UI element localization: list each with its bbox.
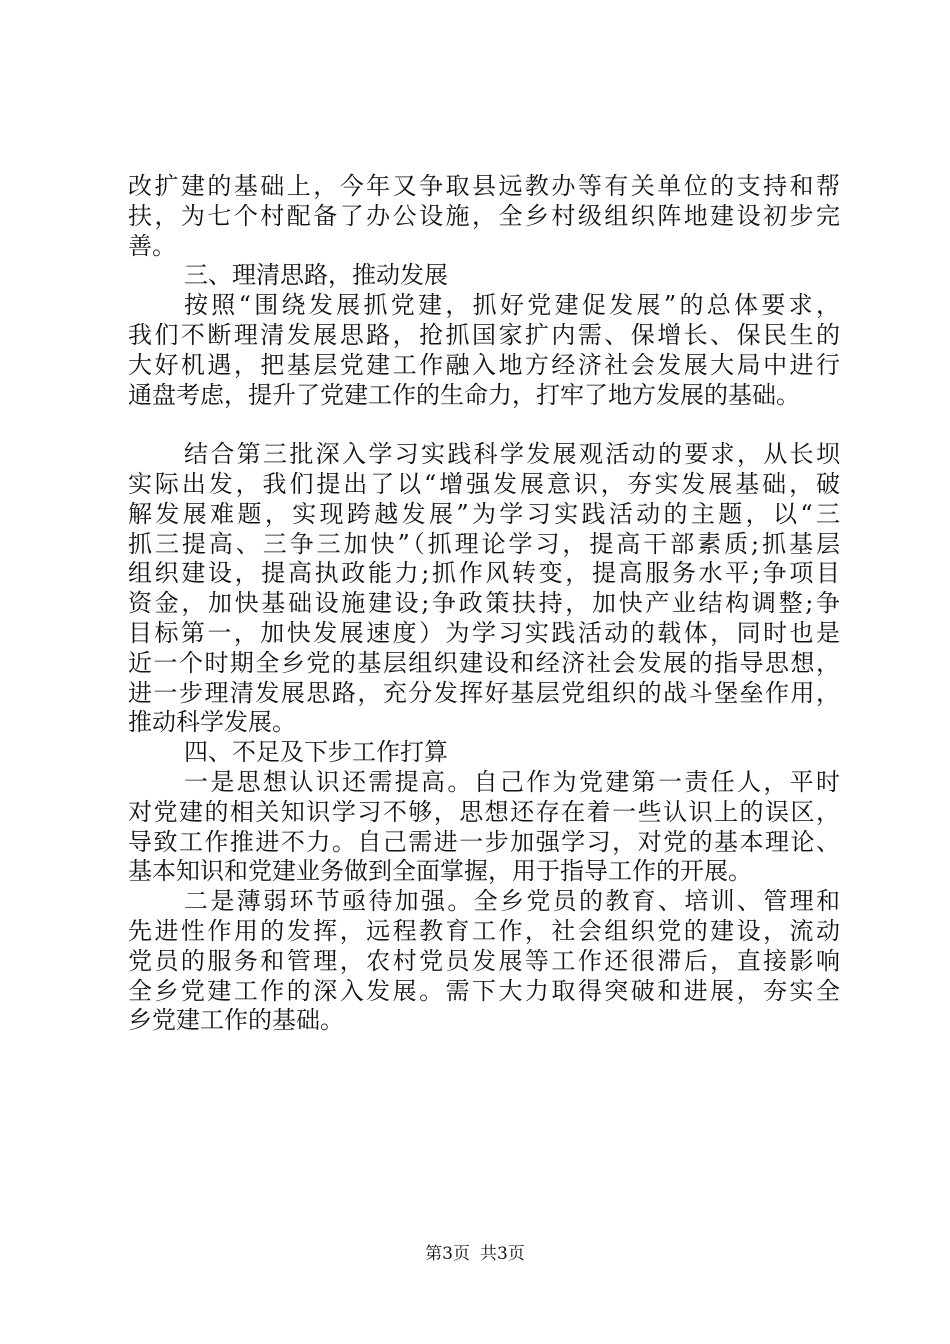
text-line: 对党建的相关知识学习不够，思想还存在着一些认识上的误区， xyxy=(128,797,840,826)
page-footer xyxy=(0,1243,950,1265)
text-line: 进一步理清发展思路，充分发挥好基层党组织的战斗堡垒作用， xyxy=(128,678,840,707)
text-line: 先进性作用的发挥，远程教育工作，社会组织党的建设，流动 xyxy=(128,916,840,945)
section-heading: 四、不足及下步工作打算 xyxy=(184,738,448,767)
paragraph-spacer xyxy=(128,410,840,440)
text-line: 实际出发，我们提出了以“增强发展意识，夯实发展基础，破 xyxy=(128,469,840,498)
text-line: 按照“围绕发展抓党建，抓好党建促发展”的总体要求， xyxy=(184,291,840,320)
page-total: 共3页 xyxy=(480,1244,525,1264)
text-line: 目标第一，加快发展速度）为学习实践活动的载体，同时也是 xyxy=(128,618,840,647)
text-line: 资金，加快基础设施建设;争政策扶持，加快产业结构调整;争 xyxy=(128,589,840,618)
text-line: 结合第三批深入学习实践科学发展观活动的要求，从长坝 xyxy=(184,440,840,469)
text-line: 组织建设，提高执政能力;抓作风转变，提高服务水平;争项目 xyxy=(128,559,840,588)
text-line: 推动科学发展。 xyxy=(128,708,296,737)
text-line: 全乡党建工作的深入发展。需下大力取得突破和进展，夯实全 xyxy=(128,976,840,1005)
text-line: 抓三提高、三争三加快”（抓理论学习，提高干部素质;抓基层 xyxy=(128,529,840,558)
text-line: 近一个时期全乡党的基层组织建设和经济社会发展的指导思想， xyxy=(128,648,840,677)
text-line: 党员的服务和管理，农村党员发展等工作还很滞后，直接影响 xyxy=(128,946,840,975)
text-line: 乡党建工作的基础。 xyxy=(128,1006,344,1035)
text-line: 善。 xyxy=(128,231,176,260)
page-number: 第3页 xyxy=(425,1244,470,1264)
text-line: 我们不断理清发展思路，抢抓国家扩内需、保增长、保民生的 xyxy=(128,320,840,349)
section-heading: 三、理清思路，推动发展 xyxy=(184,261,448,290)
text-line: 基本知识和党建业务做到全面掌握，用于指导工作的开展。 xyxy=(128,857,752,886)
text-line: 大好机遇，把基层党建工作融入地方经济社会发展大局中进行 xyxy=(128,350,840,379)
document-body xyxy=(128,172,840,1036)
text-line: 改扩建的基础上，今年又争取县远教办等有关单位的支持和帮 xyxy=(128,172,840,200)
text-line: 扶，为七个村配备了办公设施，全乡村级组织阵地建设初步完 xyxy=(128,201,840,230)
text-line: 一是思想认识还需提高。自己作为党建第一责任人，平时 xyxy=(184,767,840,796)
text-line: 导致工作推进不力。自己需进一步加强学习，对党的基本理论、 xyxy=(128,827,840,856)
text-line: 解发展难题，实现跨越发展”为学习实践活动的主题，以“三 xyxy=(128,499,840,528)
text-line: 通盘考虑，提升了党建工作的生命力，打牢了地方发展的基础。 xyxy=(128,380,800,409)
text-line: 二是薄弱环节亟待加强。全乡党员的教育、培训、管理和 xyxy=(184,887,840,916)
